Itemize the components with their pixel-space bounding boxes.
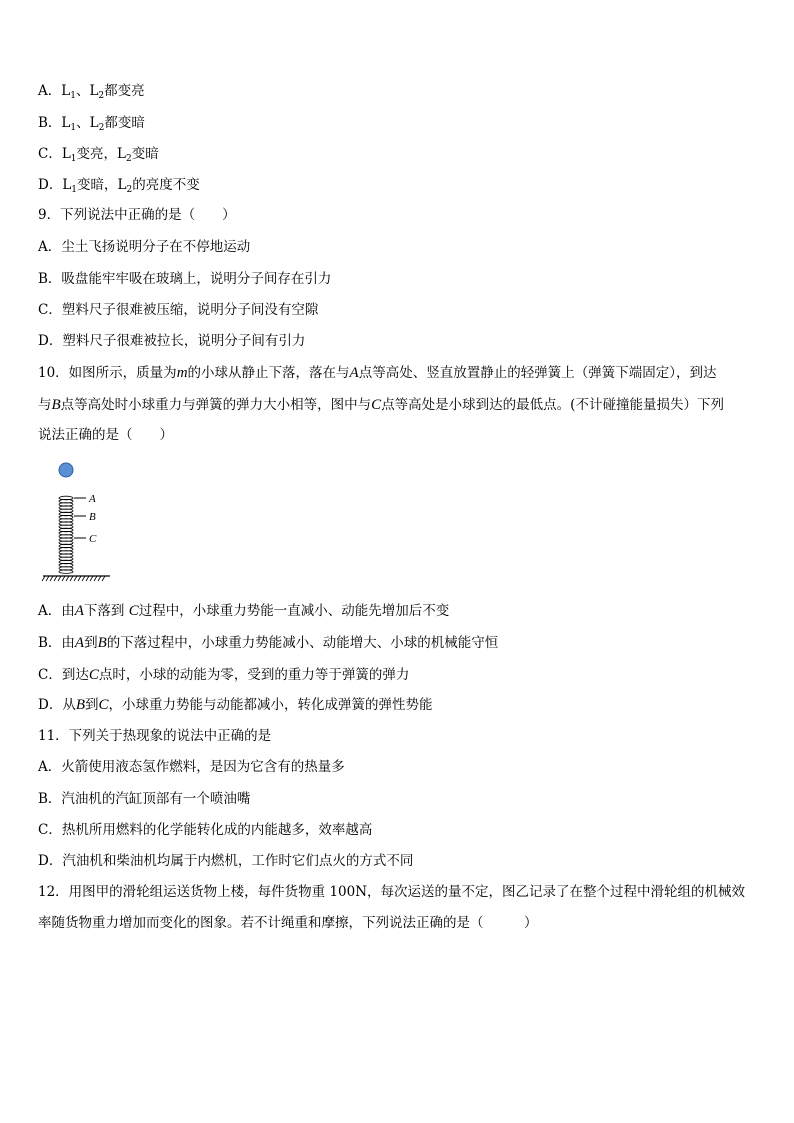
q8-option-d: D．$L_1$变暗，$L_2$的亮度不变 [38, 177, 200, 195]
hatch-line [54, 576, 57, 581]
hatch-line [62, 576, 65, 581]
q8-option-b: B．$L_1$、$L_2$都变暗 [38, 115, 145, 133]
q11-option-d: D．汽油机和柴油机均属于内燃机，工作时它们点火的方式不同 [38, 853, 414, 869]
q10-option-d: D．从B到C，小球重力势能与动能都减小，转化成弹簧的弹性势能 [38, 697, 433, 713]
q9-option-a: A．尘土飞扬说明分子在不停地运动 [38, 239, 251, 255]
ball-icon [59, 463, 73, 477]
q9-stem: 9．下列说法中正确的是（ ） [38, 207, 236, 223]
q10-stem-line2: 与B点等高处时小球重力与弹簧的弹力大小相等，图中与C点等高处是小球到达的最低点。(不计碰撞能量损失）下列 [38, 397, 724, 413]
q10-option-c: C．到达C点时，小球的动能为零，受到的重力等于弹簧的弹力 [38, 667, 410, 683]
q10-stem-line3: 说法正确的是（ ） [38, 427, 173, 443]
q10-stem-line1: 10．如图所示，质量为m的小球从静止下落，落在与A点等高处、竖直放置静止的轻弹簧上（弹簧下端固定），到达 [38, 365, 717, 381]
spring-coil [59, 496, 73, 573]
hatch-line [94, 576, 97, 581]
q9-option-b: B．吸盘能牢牢吸在玻璃上，说明分子间存在引力 [38, 271, 332, 287]
q12-stem-line2: 率随货物重力增加而变化的图象。若不计绳重和摩擦，下列说法正确的是（ ） [38, 915, 538, 931]
hatch-line [102, 576, 105, 581]
spring-ball-figure [40, 458, 120, 583]
hatch-line [74, 576, 77, 581]
hatch-line [86, 576, 89, 581]
q11-option-a: A．火箭使用液态氢作燃料，是因为它含有的热量多 [38, 759, 345, 775]
q9-option-d: D．塑料尺子很难被拉长，说明分子间有引力 [38, 333, 306, 349]
hatch-line [46, 576, 49, 581]
hatch-line [70, 576, 73, 581]
q8-option-c: C．$L_1$变亮，$L_2$变暗 [38, 146, 159, 164]
hatch-line [42, 576, 45, 581]
q12-stem-line1: 12．用图甲的滑轮组运送货物上楼，每件货物重 100N，每次运送的量不定，图乙记录了在整个过程中滑轮组的机械效 [38, 884, 746, 900]
q11-option-c: C．热机所用燃料的化学能转化成的内能越多，效率越高 [38, 822, 373, 838]
q11-option-b: B．汽油机的汽缸顶部有一个喷油嘴 [38, 791, 251, 807]
ground-hatch [42, 576, 105, 581]
q10-option-a: A．由A下落到 C过程中，小球重力势能一直减小、动能先增加后不变 [38, 603, 450, 619]
q8-option-a: A．$L_1$、$L_2$都变亮 [38, 83, 145, 101]
label-a: A [89, 493, 96, 505]
q9-option-c: C．塑料尺子很难被压缩，说明分子间没有空隙 [38, 302, 319, 318]
hatch-line [66, 576, 69, 581]
hatch-line [58, 576, 61, 581]
hatch-line [78, 576, 81, 581]
label-b: B [89, 511, 96, 523]
label-c: C [89, 533, 97, 545]
q11-stem: 11．下列关于热现象的说法中正确的是 [38, 728, 272, 744]
hatch-line [50, 576, 53, 581]
hatch-line [98, 576, 101, 581]
q10-option-b: B．由A到B的下落过程中，小球重力势能减小、动能增大、小球的机械能守恒 [38, 635, 499, 651]
hatch-line [82, 576, 85, 581]
hatch-line [90, 576, 93, 581]
